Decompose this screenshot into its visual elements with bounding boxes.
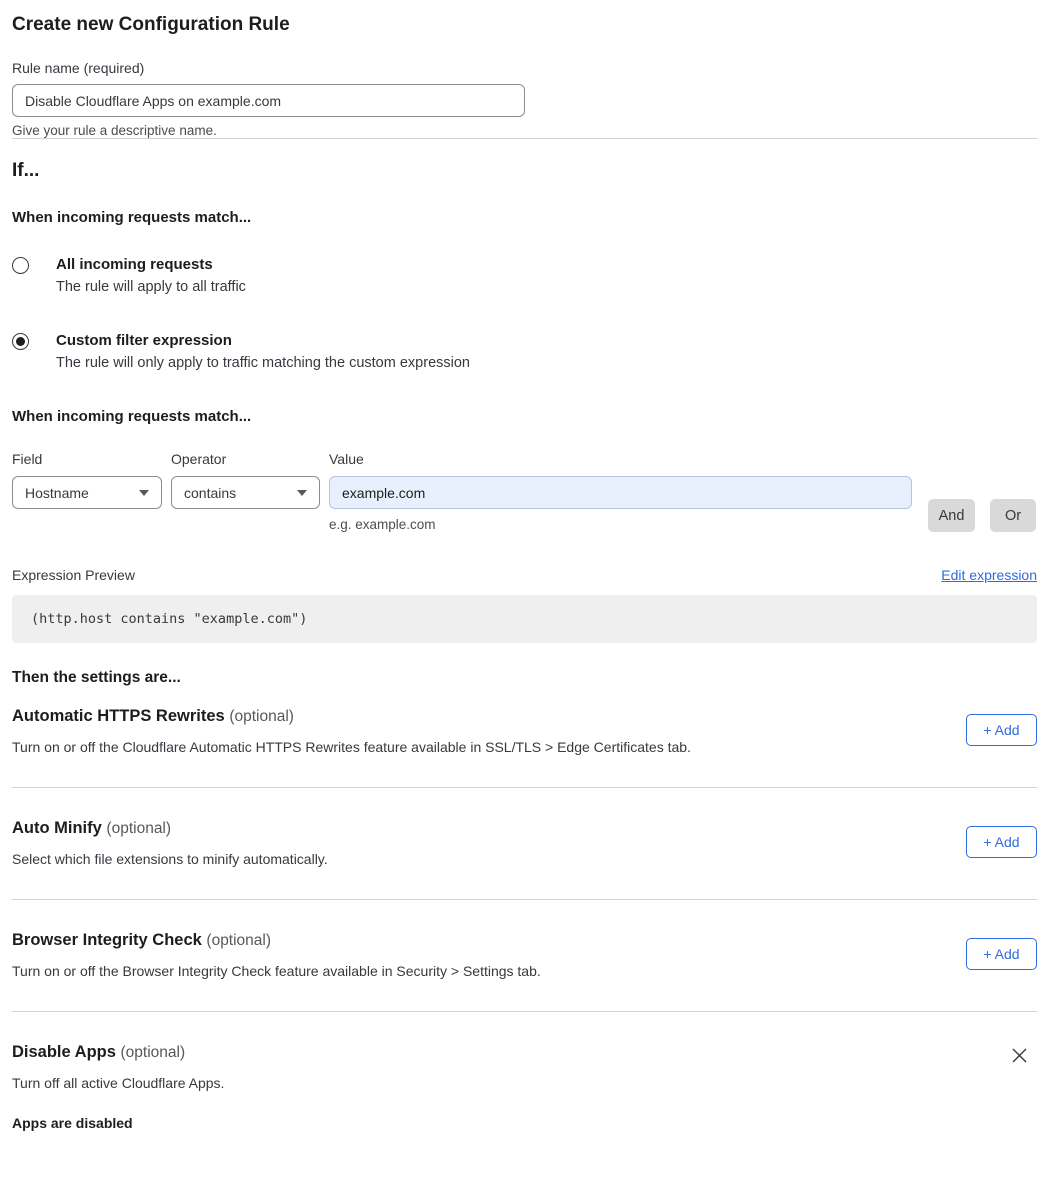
setting-description: Turn on or off the Browser Integrity Check feature available in Security > Settings tab. [12,963,541,979]
setting-optional-tag: (optional) [229,708,294,725]
setting-row-automatic-https-rewrites [12,687,1037,787]
radio-label: Custom filter expression [56,332,232,349]
rule-name-section [12,60,1037,138]
field-select[interactable] [12,476,162,509]
expression-preview-label: Expression Preview [12,567,135,583]
setting-title: Disable Apps [12,1043,116,1061]
radio-button-selected[interactable] [12,333,29,350]
operator-label: Operator [171,451,227,467]
then-settings-heading: Then the settings are... [12,669,181,686]
chevron-down-icon [139,490,149,496]
setting-row-auto-minify [12,788,1037,899]
rule-name-label: Rule name (required) [12,60,145,76]
expression-preview-header [12,567,1037,583]
setting-optional-tag: (optional) [120,1044,186,1061]
match-type-radio-group [12,256,1037,371]
field-select-value: Hostname [25,484,89,501]
rule-name-input[interactable] [12,84,525,117]
remove-disable-apps-button[interactable] [1009,1045,1029,1065]
setting-title: Auto Minify [12,819,102,837]
field-label: Field [12,451,43,467]
setting-optional-tag: (optional) [206,932,272,949]
match-type-heading: When incoming requests match... [12,209,252,226]
add-automatic-https-rewrites-button[interactable]: + Add [966,714,1037,746]
setting-title: Browser Integrity Check [12,931,202,949]
or-button[interactable]: Or [990,499,1036,532]
expression-builder-heading: When incoming requests match... [12,408,252,425]
rule-name-help: Give your rule a descriptive name. [12,123,217,138]
if-heading: If... [12,160,40,181]
add-browser-integrity-check-button[interactable]: + Add [966,938,1037,970]
close-icon [1011,1047,1028,1064]
and-button[interactable]: And [928,499,975,532]
add-auto-minify-button[interactable]: + Add [966,826,1037,858]
radio-option-all-incoming-requests[interactable] [12,256,1037,295]
radio-option-custom-filter-expression[interactable] [12,332,1037,371]
expression-preview-code: (http.host contains "example.com") [12,595,1037,643]
radio-description: The rule will apply to all traffic [56,279,246,295]
edit-expression-link[interactable]: Edit expression [941,567,1037,583]
operator-select[interactable] [171,476,320,509]
operator-select-value: contains [184,484,237,501]
setting-description: Select which file extensions to minify automatically. [12,851,328,867]
radio-button-unselected[interactable] [12,257,29,274]
expression-builder-row [12,451,1037,532]
setting-row-browser-integrity-check [12,900,1037,1011]
chevron-down-icon [297,490,307,496]
setting-title: Automatic HTTPS Rewrites [12,707,225,725]
value-label: Value [329,451,364,467]
setting-row-disable-apps [12,1012,1037,1163]
apps-disabled-status: Apps are disabled [12,1115,133,1131]
setting-description: Turn off all active Cloudflare Apps. [12,1075,225,1091]
setting-optional-tag: (optional) [106,820,172,837]
value-input[interactable] [329,476,912,509]
radio-label: All incoming requests [56,256,213,273]
setting-description: Turn on or off the Cloudflare Automatic HTTPS Rewrites feature available in SSL/TLS > Edge Certificates tab. [12,739,691,755]
page-title: Create new Configuration Rule [12,14,290,35]
value-hint: e.g. example.com [329,517,436,532]
radio-description: The rule will only apply to traffic matching the custom expression [56,355,470,371]
section-divider [12,138,1037,139]
